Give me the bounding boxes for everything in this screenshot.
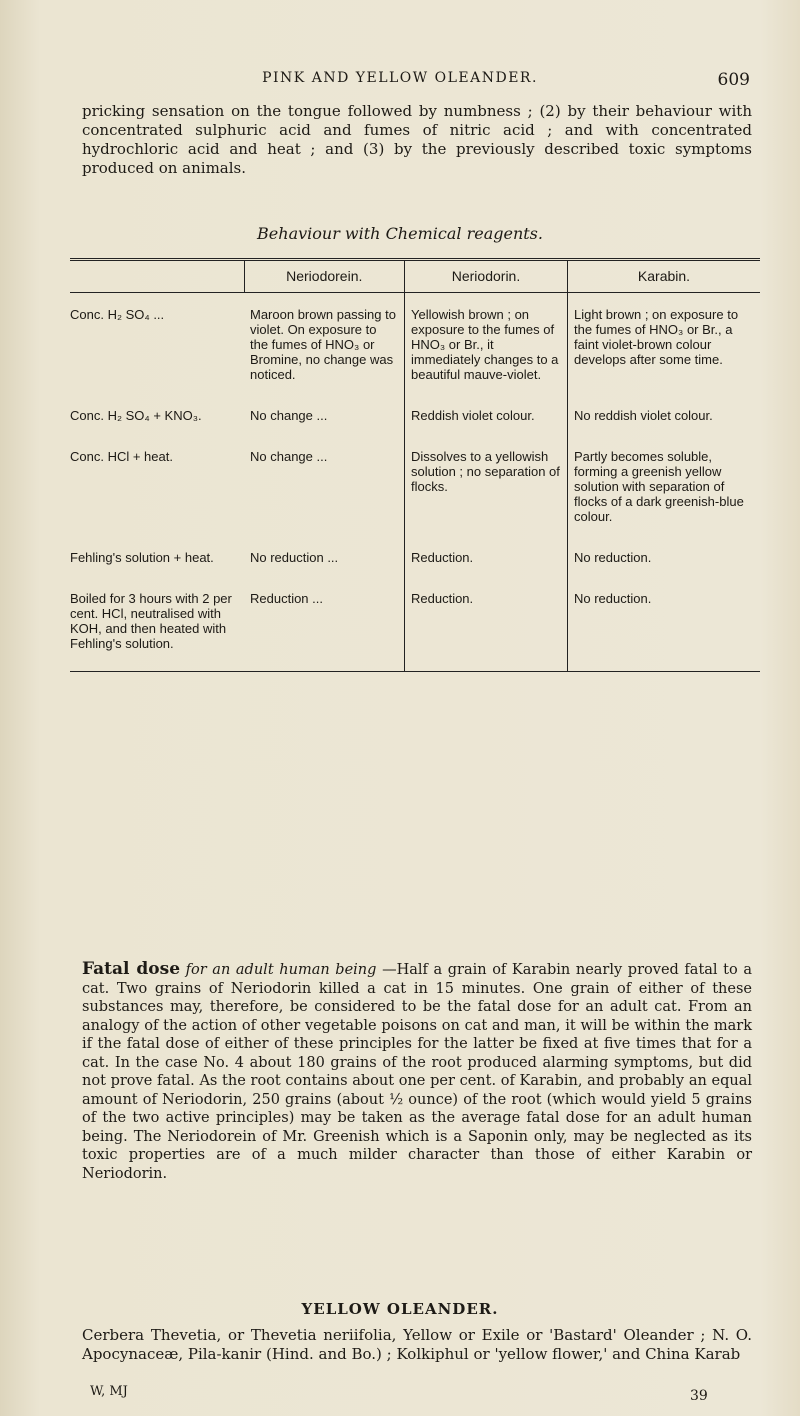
running-head: PINK AND YELLOW OLEANDER. [262,70,538,86]
section-title: Behaviour with Chemical reagents. [257,224,543,243]
cell-neriodorein: No reduction ... [244,536,405,577]
cell-neriodorin: Reduction. [405,577,568,672]
header-karabin: Karabin. [568,260,761,293]
cell-neriodorin: Reddish violet colour. [405,394,568,435]
cell-neriodorin: Dissolves to a yellowish solution ; no separation of flocks. [405,435,568,536]
row-label: Fehling's solution + heat. [70,550,214,565]
table-row [70,394,760,435]
yellow-oleander-paragraph: Cerbera Thevetia, or Thevetia neriifolia, Yellow or Exile or 'Bastard' Oleander ; N. O. Apocynaceæ, Pila-kanir (Hind. and Bo.) ; Kolkiphul or 'yellow flower,' and China Karab [82,1326,752,1363]
row-label: Boiled for 3 hours with 2 per cent. HCl, neutralised with KOH, and then heated with Fehling's solution. [70,577,244,672]
cell-neriodorin: Reduction. [405,536,568,577]
row-label: Conc. H₂ SO₄ ... [70,307,165,322]
table-row [70,577,760,672]
cell-karabin: No reduction. [574,550,652,565]
table-row [70,435,760,536]
cell-neriodorein: Maroon brown passing to violet. On exposure to the fumes of HNO₃ or Bromine, no change was noticed. [244,293,405,395]
cell-neriodorin: Yellowish brown ; on exposure to the fumes of HNO₃ or Br., it immediately changes to a beautiful mauve-violet. [405,293,568,395]
yellow-oleander-title: YELLOW OLEANDER. [301,1300,499,1318]
page-number: 609 [717,70,750,90]
cell-karabin: Light brown ; on exposure to the fumes of HNO₃ or Br., a faint violet-brown colour develops after some time. [574,307,739,367]
fatal-dose-heading: Fatal dose [82,959,181,979]
row-label: Conc. HCl + heat. [70,449,173,464]
fatal-dose-paragraph [82,960,752,1183]
cell-neriodorein: No change ... [244,435,405,536]
table-row [70,293,760,395]
cell-karabin: Partly becomes soluble, forming a greenish yellow solution with separation of flocks of a dark greenish-blue colour. [574,449,744,524]
signature-number: 39 [690,1388,708,1404]
reagents-table [70,258,760,672]
header-neriodorein: Neriodorein. [244,260,405,293]
fatal-dose-lead: for an adult human being [185,962,377,978]
cell-karabin: No reddish violet colour. [574,408,713,423]
table-row [70,536,760,577]
signature-mark: W, MJ [90,1384,128,1399]
cell-karabin: No reduction. [568,577,761,672]
table-header-row [70,260,760,293]
fatal-dose-text: —Half a grain of Karabin nearly proved fatal to a cat. Two grains of Neriodorin killed a cat in 15 minutes. One grain of either of these substances may, therefore, be considered to be the fatal dose for an adult cat. From an analogy of the action of other vegetable poisons on cat and man, it will be within the mark if the fatal dose of either of these principles for the latter be fixed at five times that for a cat. In the case No. 4 about 180 grains of the root produced alarming symptoms, but did not prove fatal. As the root contains about one per cent. of Karabin, and probably an equal amount of Neriodorin, 250 grains (about ½ ounce) of the root (which would yield 5 grains of the two active principles) may be taken as the average fatal dose for an adult human being. The Neriodorein of Mr. Greenish which is a Saponin only, may be neglected as its toxic properties are of a much milder character than those of either Karabin or Neriodorin. [82,962,753,1182]
cell-neriodorein: Reduction ... [244,577,405,672]
row-label: Conc. H₂ SO₄ + KNO₃. [70,408,202,423]
cell-neriodorein: No change ... [244,394,405,435]
header-empty [70,260,244,293]
intro-paragraph: pricking sensation on the tongue followed by numbness ; (2) by their behaviour with concentrated sulphuric acid and fumes of nitric acid ; and with concentrated hydrochloric acid and heat ; and (3) by the previously described toxic symptoms produced on animals. [82,102,752,177]
header-neriodorin: Neriodorin. [405,260,568,293]
